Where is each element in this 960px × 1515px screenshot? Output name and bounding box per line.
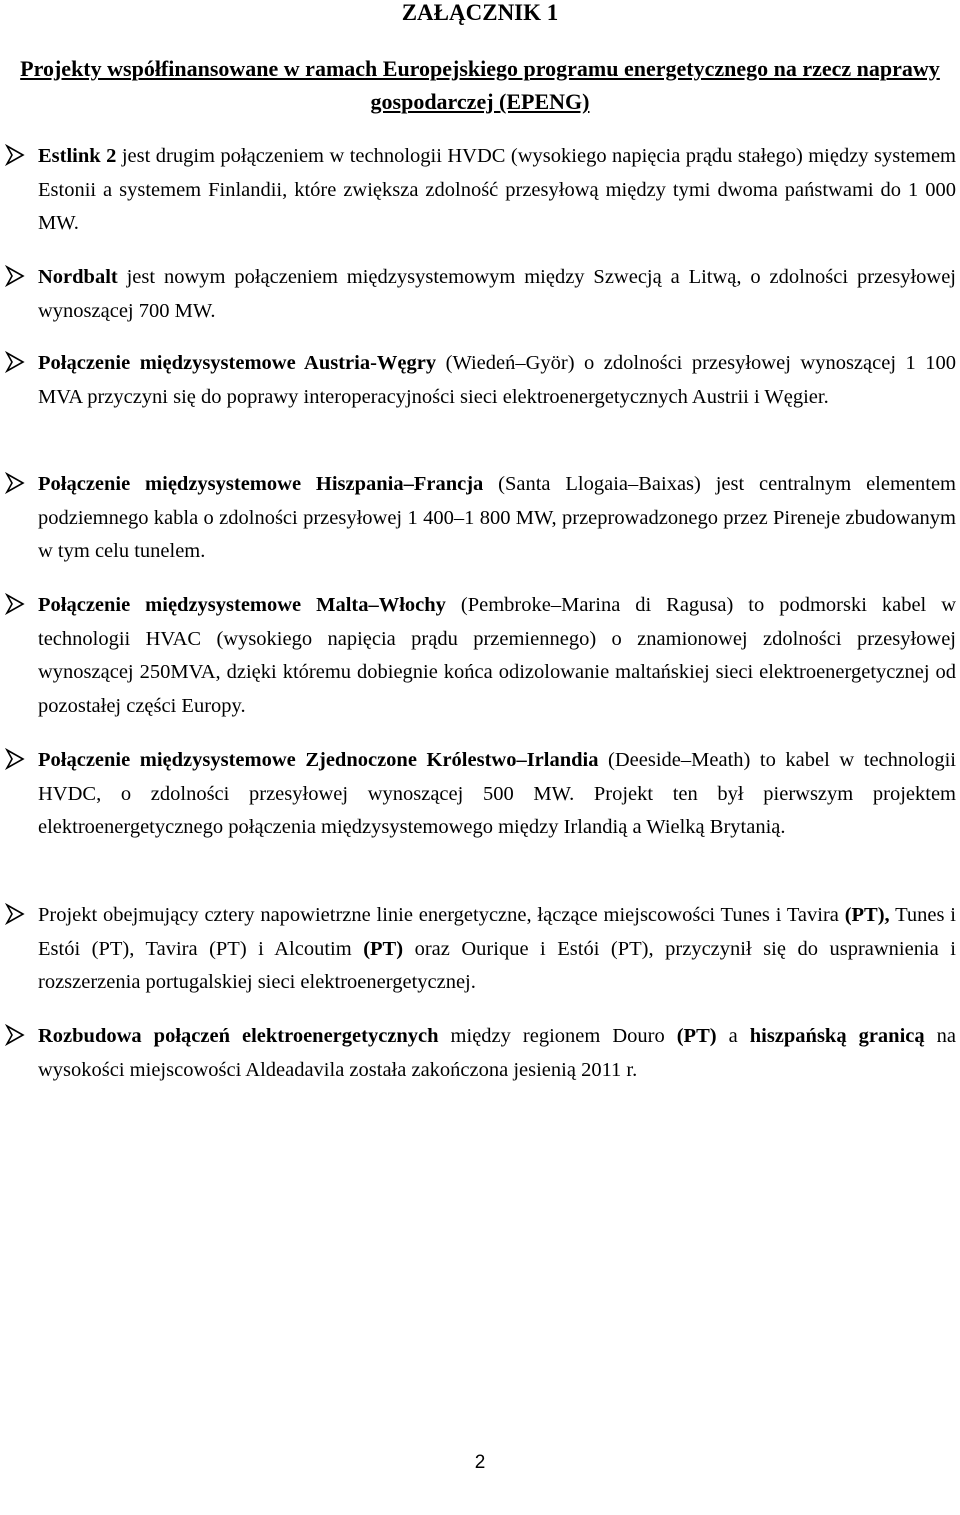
arrowhead-bullet-icon xyxy=(4,748,26,770)
item-text-regular: (Wiedeń–Györ) o zdolności przesyłowej wynoszącej 1 100 MVA przyczyni się do poprawy interoperacyjności sieci elektroenergetycznych Austrii i Węgier. xyxy=(38,352,956,408)
arrowhead-bullet-icon xyxy=(4,903,26,925)
document-subtitle: Projekty współfinansowane w ramach Europejskiego programu energetycznego na rzecz naprawy gospodarczej (EPENG) xyxy=(20,56,940,114)
arrowhead-bullet-icon xyxy=(4,593,26,615)
arrowhead-bullet-icon xyxy=(4,1024,26,1046)
item-text-regular: między regionem Douro xyxy=(438,1025,677,1047)
item-text-bold: Nordbalt xyxy=(38,266,118,288)
item-text-bold: (PT) xyxy=(363,937,404,960)
item-text xyxy=(38,261,956,328)
item-text-bold: (PT), xyxy=(844,904,890,926)
arrowhead-bullet-icon xyxy=(4,265,26,287)
item-text-regular: jest drugim połączeniem w technologii HVDC (wysokiego napięcia prądu stałego) między systemem Estonii a systemem Finlandii, które zwiększa zdolność przesyłową między tymi dwoma państwami do 1 000 MW. xyxy=(38,145,956,235)
item-text-regular: (Pembroke–Marina di Ragusa) to podmorski kabel w technologii HVAC (wysokiego napięcia prądu przemiennego) o znamionowej zdolności przesyłowej wynoszącej 250MVA, dzięki któremu dobiegnie końca odizolowanie maltańskiej sieci elektroenergetycznej od pozostałej części Europy. xyxy=(38,594,957,717)
item-text xyxy=(38,468,956,569)
item-text xyxy=(38,1020,956,1087)
item-text-bold: Połączenie międzysystemowe Malta–Włochy xyxy=(38,594,446,616)
annex-title: ZAŁĄCZNIK 1 xyxy=(401,0,559,25)
item-text-regular: (Deeside–Meath) to kabel w technologii HVDC, o zdolności przesyłowej wynoszącej 500 MW. Projekt ten był pierwszym projektem elektroenergetycznego połączenia międzysystemowego między Irlandią a Wielką Brytanią. xyxy=(38,749,956,839)
item-text-regular: oraz Ourique i Estói (PT), przyczynił się do usprawnienia i rozszerzenia portugalskiej sieci elektroenergetycznej. xyxy=(38,937,956,994)
item-text-regular: (Santa Llogaia–Baixas) jest centralnym elementem podziemnego kabla o zdolności przesyłowej 1 400–1 800 MW, przeprowadzonego przez Pireneje zbudowanym w tym celu tunelem. xyxy=(38,473,957,563)
item-text xyxy=(38,347,956,414)
arrowhead-bullet-icon xyxy=(4,472,26,494)
item-text-regular: a xyxy=(716,1025,750,1047)
item-text-regular: jest nowym połączeniem międzysystemowym między Szwecją a Litwą, o zdolności przesyłowej wynoszącej 700 MW. xyxy=(38,266,956,322)
item-text xyxy=(38,589,956,723)
item-text-bold: Połączenie międzysystemowe Zjednoczone Królestwo–Irlandia xyxy=(38,749,599,771)
arrowhead-bullet-icon xyxy=(4,144,26,166)
page-number: 2 xyxy=(474,1452,486,1473)
item-text-regular: Projekt obejmujący cztery napowietrzne linie energetyczne, łączące miejscowości Tunes i Tavira xyxy=(38,904,845,926)
item-text-bold: Rozbudowa połączeń elektroenergetycznych xyxy=(38,1025,439,1047)
item-text-bold: Estlink 2 xyxy=(38,145,117,167)
item-text xyxy=(38,744,956,845)
item-text-bold: Połączenie międzysystemowe Austria-Węgry xyxy=(38,352,437,374)
item-text-bold: hiszpańską granicą xyxy=(749,1025,925,1047)
item-text-regular: Tunes i Estói (PT), Tavira (PT) i Alcoutim xyxy=(38,904,956,960)
item-text xyxy=(38,140,956,241)
item-text xyxy=(38,899,956,1000)
arrowhead-bullet-icon xyxy=(4,351,26,373)
item-text-bold: Połączenie międzysystemowe Hiszpania–Francja xyxy=(38,473,484,495)
item-text-bold: (PT) xyxy=(676,1025,717,1047)
item-text-regular: na wysokości miejscowości Aldeadavila została zakończona jesienią 2011 r. xyxy=(38,1025,956,1081)
